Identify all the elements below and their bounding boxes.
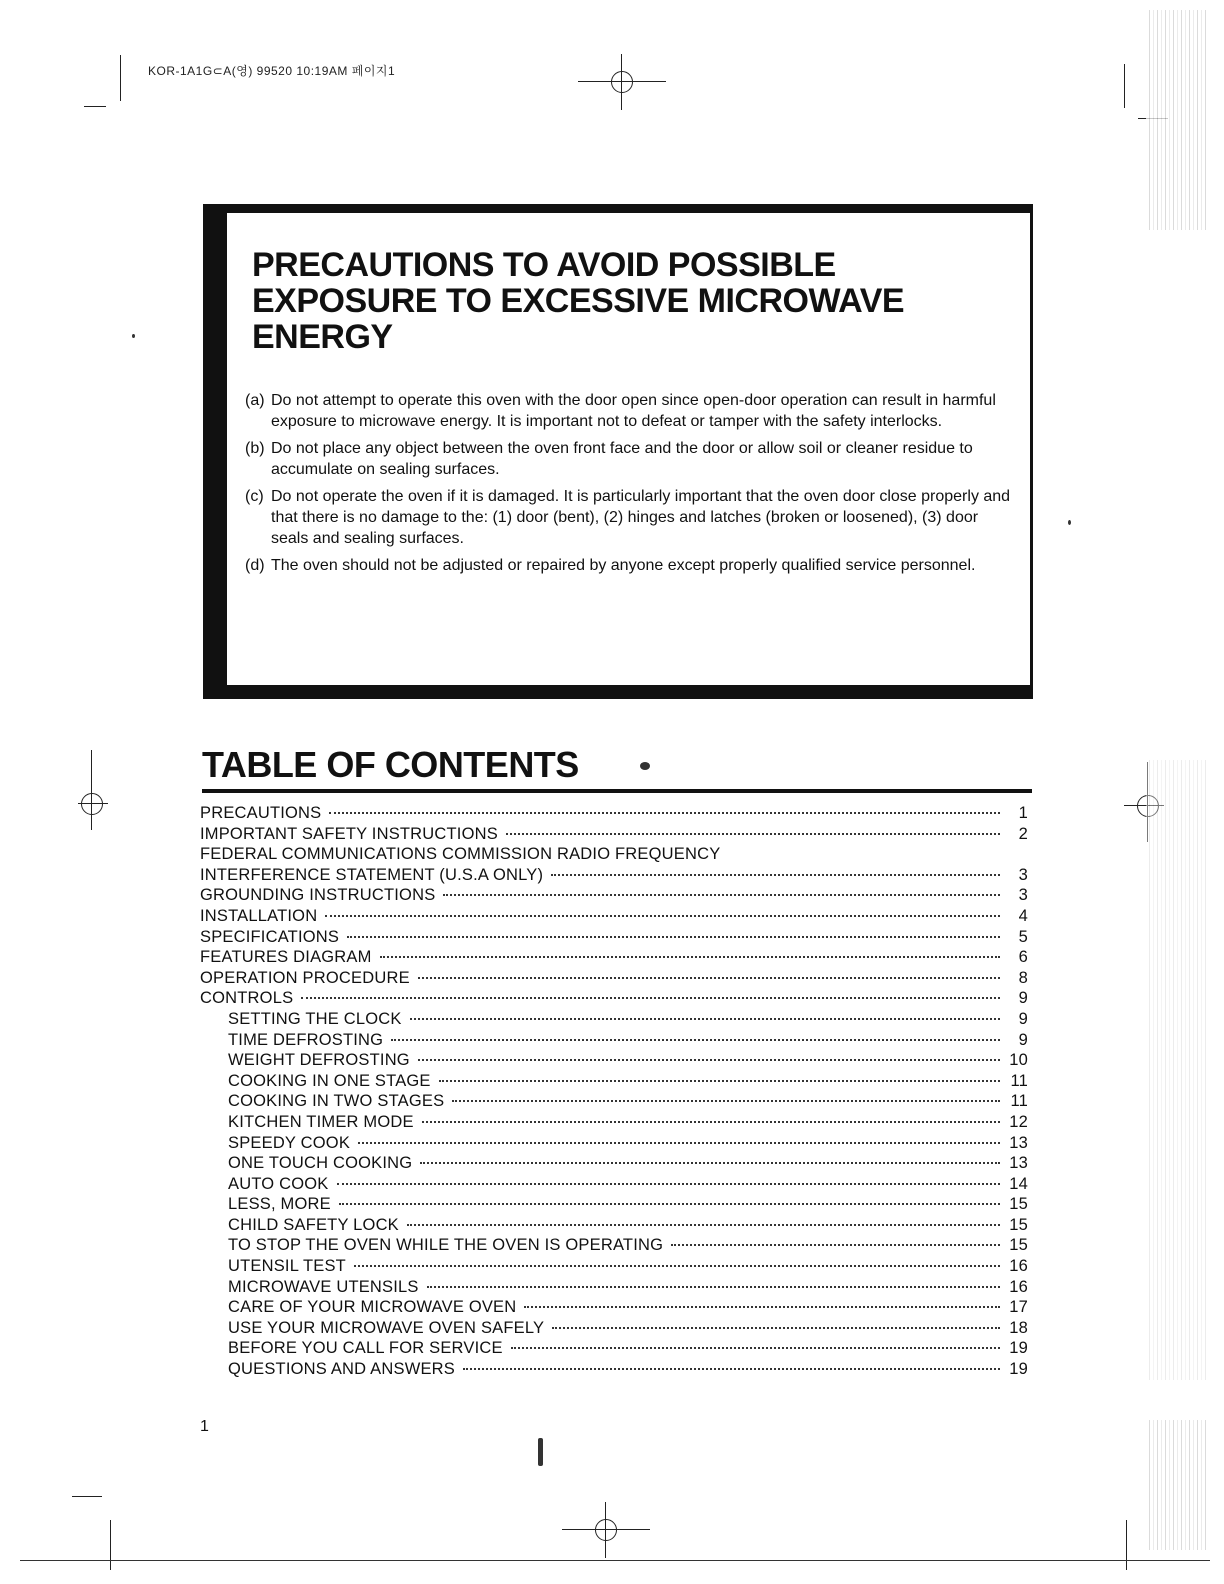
toc-label: BEFORE YOU CALL FOR SERVICE: [228, 1339, 503, 1358]
toc-entry: [200, 969, 1028, 990]
toc-label: TIME DEFROSTING: [228, 1030, 384, 1049]
crop-mark: [84, 106, 106, 107]
toc-label: INSTALLATION: [200, 906, 318, 925]
toc-subentry: [200, 1010, 1028, 1031]
toc-leader: [301, 996, 1000, 999]
toc-page: 13: [1009, 1154, 1028, 1173]
toc-page: 2: [1018, 824, 1028, 843]
registration-mark-bottom: [592, 1516, 620, 1544]
toc-entry: [200, 804, 1028, 825]
crop-mark: [110, 1520, 111, 1570]
toc-page: 9: [1018, 1009, 1028, 1028]
item-text: The oven should not be adjusted or repaired by anyone except properly qualified service personnel.: [271, 557, 976, 574]
toc-label: TO STOP THE OVEN WHILE THE OVEN IS OPERATING: [228, 1236, 664, 1255]
toc-label: FEDERAL COMMUNICATIONS COMMISSION RADIO FREQUENCY: [200, 845, 721, 864]
precaution-item: [245, 390, 1015, 432]
toc-page: 9: [1018, 989, 1028, 1008]
scan-speck: [132, 334, 135, 338]
toc-leader: [422, 1120, 1000, 1123]
scan-speck: [538, 1438, 543, 1466]
toc-heading: TABLE OF CONTENTS: [202, 744, 579, 785]
toc-page: 12: [1009, 1112, 1028, 1131]
toc-page: 19: [1009, 1339, 1028, 1358]
toc-subentry: [200, 1072, 1028, 1093]
toc-label: GROUNDING INSTRUCTIONS: [200, 886, 436, 905]
toc-label: OPERATION PROCEDURE: [200, 968, 410, 987]
toc-leader: [452, 1099, 1000, 1102]
toc-label: INTERFERENCE STATEMENT (U.S.A ONLY): [200, 865, 544, 884]
toc-label: SPEEDY COOK: [228, 1133, 351, 1152]
toc-leader: [427, 1285, 1000, 1288]
item-marker: (b): [245, 440, 265, 457]
scan-speck: [1068, 520, 1071, 525]
toc-label: LESS, MORE: [228, 1195, 331, 1214]
toc-page: 5: [1018, 927, 1028, 946]
item-text: Do not place any object between the oven front face and the door or allow soil or cleaner residue to accumulate on sealing surfaces.: [271, 440, 973, 478]
toc-subentry: [200, 1339, 1028, 1360]
toc-leader: [671, 1243, 1000, 1246]
item-marker: (a): [245, 392, 265, 409]
toc-page: 15: [1009, 1236, 1028, 1255]
toc-label: CONTROLS: [200, 989, 294, 1008]
precautions-box: [203, 204, 1033, 699]
toc-leader: [551, 873, 1000, 876]
toc-label: FEATURES DIAGRAM: [200, 948, 372, 967]
toc-entry: [200, 886, 1028, 907]
toc-leader: [463, 1367, 1000, 1370]
toc-label: WEIGHT DEFROSTING: [228, 1051, 410, 1070]
toc-leader: [380, 955, 1000, 958]
toc-label: QUESTIONS AND ANSWERS: [228, 1360, 455, 1379]
toc-page: 11: [1010, 1071, 1028, 1090]
toc-leader: [358, 1141, 1000, 1144]
toc-label: COOKING IN ONE STAGE: [228, 1071, 431, 1090]
toc-entry: [200, 928, 1028, 949]
toc-leader: [339, 1202, 1000, 1205]
toc-page: 18: [1009, 1318, 1028, 1337]
toc-subentry: [200, 1154, 1028, 1175]
toc-page: 11: [1010, 1092, 1028, 1111]
toc-label: MICROWAVE UTENSILS: [228, 1277, 419, 1296]
item-marker: (d): [245, 557, 265, 574]
toc-subentry: [200, 1195, 1028, 1216]
toc-label: SPECIFICATIONS: [200, 927, 340, 946]
toc-subentry: [200, 1092, 1028, 1113]
toc-subentry: [200, 1113, 1028, 1134]
toc-leader: [354, 1264, 1000, 1267]
scan-noise: [1146, 1420, 1206, 1550]
toc-page: 16: [1009, 1257, 1028, 1276]
item-marker: (c): [245, 488, 264, 505]
toc-page: 8: [1018, 968, 1028, 987]
toc-entry: [200, 948, 1028, 969]
toc-subentry: [200, 1319, 1028, 1340]
bottom-edge-line: [20, 1560, 1210, 1561]
toc-page: 6: [1018, 948, 1028, 967]
toc-page: 16: [1009, 1277, 1028, 1296]
toc-entry: [200, 825, 1028, 846]
registration-mark-top: [608, 68, 636, 96]
precaution-item: [245, 438, 1015, 480]
toc-subentry: [200, 1031, 1028, 1052]
item-text: Do not attempt to operate this oven with the door open since open-door operation can result in harmful exposure to microwave energy. It is important not to defeat or tamper with the safety interlocks.: [271, 392, 996, 430]
toc-label: COOKING IN TWO STAGES: [228, 1092, 445, 1111]
precautions-title: PRECAUTIONS TO AVOID POSSIBLE EXPOSURE TO EXCESSIVE MICROWAVE ENERGY: [252, 246, 905, 356]
scan-speck: [640, 762, 650, 770]
toc-page: 10: [1009, 1051, 1028, 1070]
toc-leader: [420, 1161, 1000, 1164]
toc-leader: [418, 1058, 1000, 1061]
toc-label: ONE TOUCH COOKING: [228, 1154, 413, 1173]
toc-leader: [391, 1038, 1000, 1041]
precautions-list: [245, 390, 1015, 582]
toc-divider: [202, 789, 1032, 793]
toc-subentry: [200, 1175, 1028, 1196]
crop-mark: [120, 55, 121, 101]
toc-leader: [506, 832, 1000, 835]
scan-noise: [1146, 10, 1206, 230]
toc-subentry: [200, 1257, 1028, 1278]
crop-mark: [72, 1496, 102, 1497]
toc-subentry: [200, 1216, 1028, 1237]
registration-mark-left: [78, 790, 106, 818]
toc-page: 15: [1009, 1215, 1028, 1234]
toc-page: 13: [1009, 1133, 1028, 1152]
toc-label: CARE OF YOUR MICROWAVE OVEN: [228, 1298, 517, 1317]
toc-leader: [410, 1017, 1000, 1020]
toc-page: 4: [1018, 906, 1028, 925]
toc-leader: [347, 935, 1000, 938]
toc-page: 1: [1018, 804, 1028, 822]
scan-noise: [1146, 760, 1206, 1380]
toc-label: AUTO COOK: [228, 1174, 329, 1193]
toc-page: 15: [1009, 1195, 1028, 1214]
toc-entry: [200, 989, 1028, 1010]
toc-label: KITCHEN TIMER MODE: [228, 1112, 414, 1131]
toc-entry: [200, 866, 1028, 887]
toc-page: 14: [1009, 1174, 1028, 1193]
toc-label: USE YOUR MICROWAVE OVEN SAFELY: [228, 1318, 545, 1337]
toc-page: 3: [1018, 886, 1028, 905]
toc-subentry: [200, 1360, 1028, 1381]
print-header: KOR-1A1G⊂A(영) 99520 10:19AM 페이지1: [148, 64, 396, 78]
toc-leader: [524, 1305, 1000, 1308]
toc-leader: [329, 811, 1000, 814]
toc-entry: [200, 845, 1028, 866]
toc-leader: [407, 1223, 1000, 1226]
toc-label: SETTING THE CLOCK: [228, 1009, 402, 1028]
toc-page: 19: [1009, 1360, 1028, 1379]
crop-mark: [1124, 64, 1125, 108]
toc-leader: [418, 976, 1000, 979]
toc-label: UTENSIL TEST: [228, 1257, 346, 1276]
toc-subentry: [200, 1134, 1028, 1155]
toc-page: 9: [1018, 1030, 1028, 1049]
toc-entry: [200, 907, 1028, 928]
toc-label: IMPORTANT SAFETY INSTRUCTIONS: [200, 824, 498, 843]
toc-subentry: [200, 1298, 1028, 1319]
toc-label: CHILD SAFETY LOCK: [228, 1215, 399, 1234]
crop-mark: [1126, 1520, 1127, 1570]
toc-page: 17: [1009, 1298, 1028, 1317]
toc-subentry: [200, 1278, 1028, 1299]
page-number: 1: [200, 1418, 209, 1435]
toc-leader: [443, 893, 1000, 896]
toc-subentry: [200, 1051, 1028, 1072]
precaution-item: [245, 486, 1015, 549]
toc-leader: [439, 1079, 1000, 1082]
toc-list: [200, 804, 1028, 1381]
toc-leader: [325, 914, 1000, 917]
toc-leader: [511, 1346, 1000, 1349]
toc-leader: [337, 1182, 1000, 1185]
toc-page: 3: [1018, 865, 1028, 884]
toc-label: PRECAUTIONS: [200, 804, 322, 822]
item-text: Do not operate the oven if it is damaged. It is particularly important that the oven door close properly and that there is no damage to the: (1) door (bent), (2) hinges and latches (broken or loosened), (3) door seals and sealing surfaces.: [271, 488, 1011, 547]
toc-subentry: [200, 1236, 1028, 1257]
precaution-item: [245, 555, 1015, 576]
toc-leader: [552, 1326, 1000, 1329]
